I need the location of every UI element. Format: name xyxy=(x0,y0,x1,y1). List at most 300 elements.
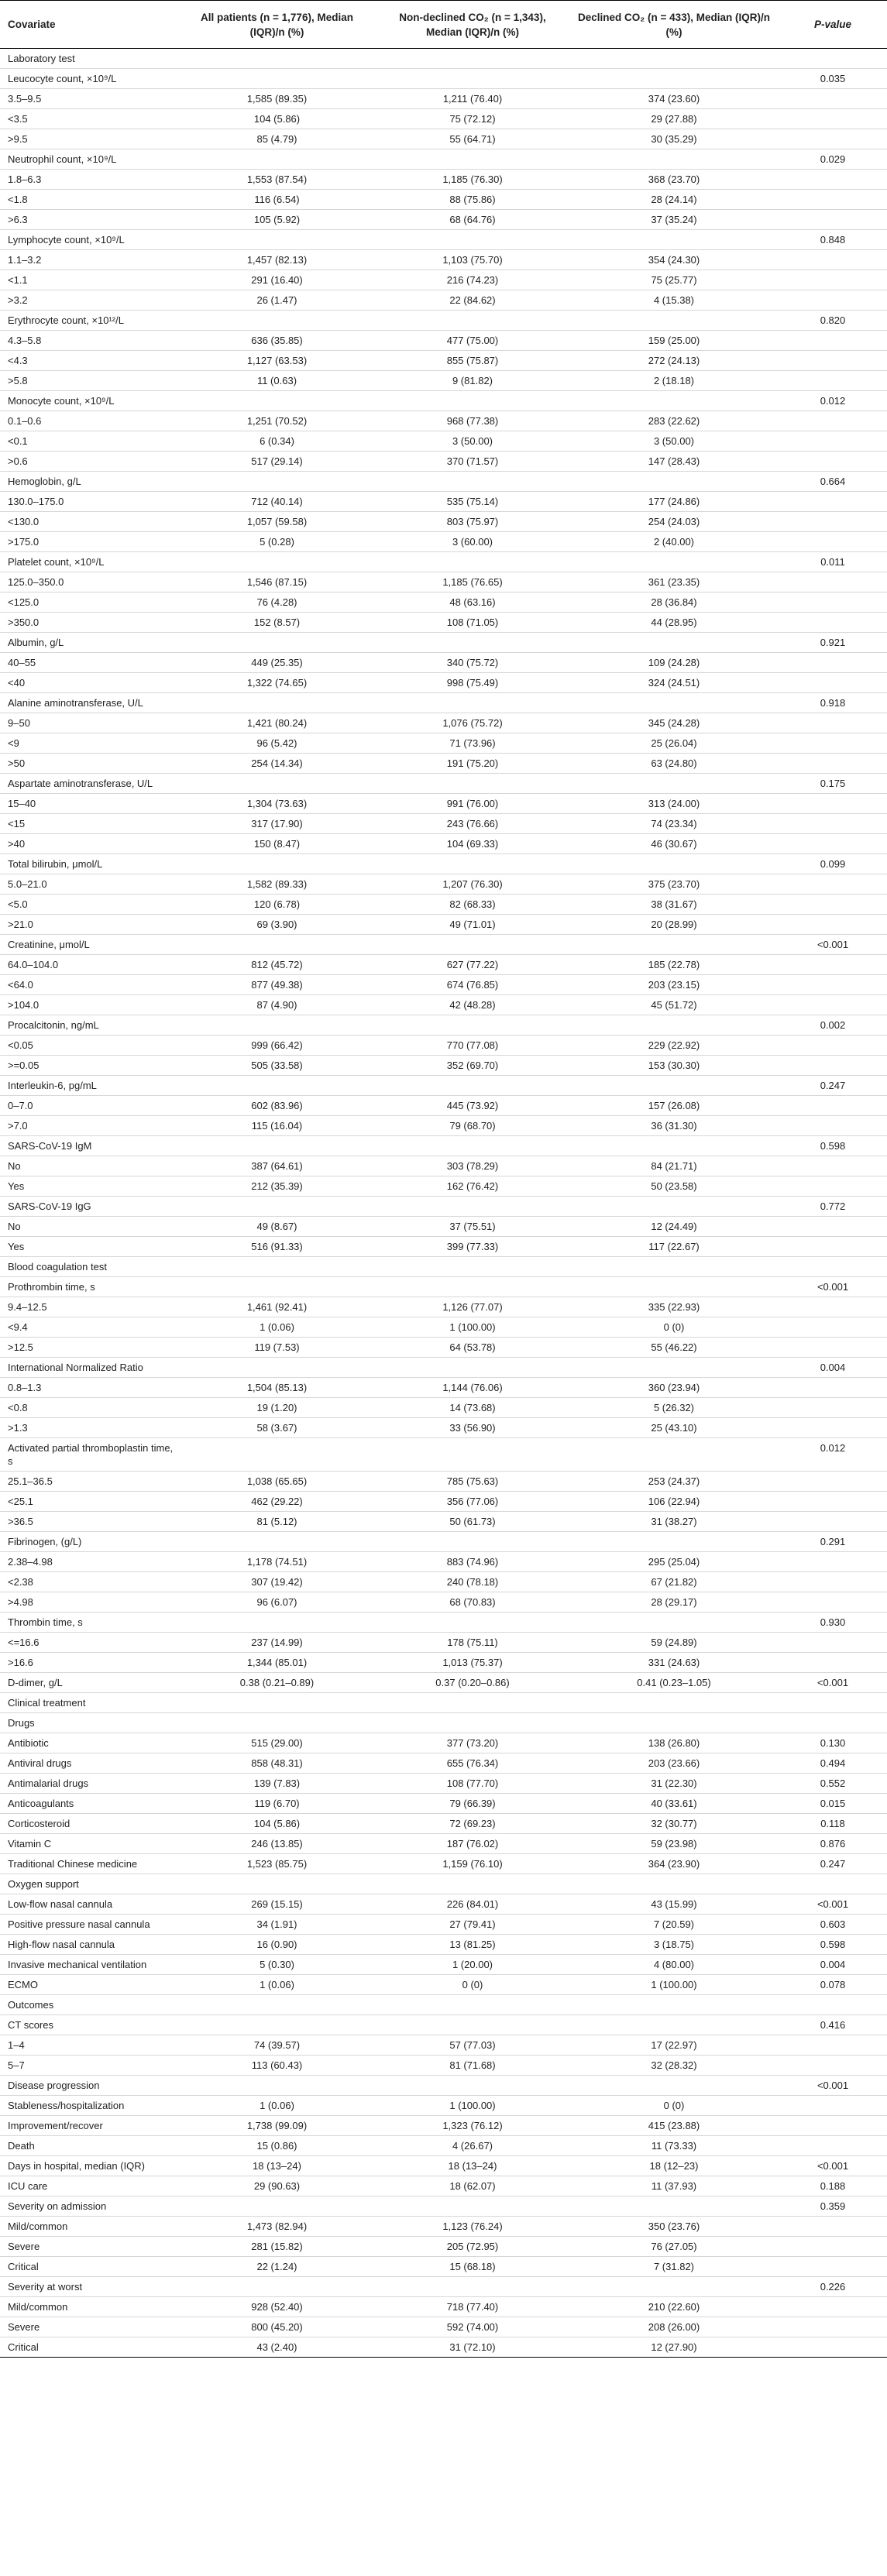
non-declined-cell: 0 (0) xyxy=(376,1975,569,1995)
p-value-cell: 0.175 xyxy=(779,774,887,794)
covariate-cell: <9.4 xyxy=(0,1317,178,1338)
all-patients-cell xyxy=(178,693,376,713)
covariate-cell: Outcomes xyxy=(0,1995,178,2015)
non-declined-cell: 3 (60.00) xyxy=(376,532,569,552)
p-value-cell xyxy=(779,1653,887,1673)
p-value-cell xyxy=(779,2096,887,2116)
covariate-cell: Clinical treatment xyxy=(0,1693,178,1713)
table-row xyxy=(0,2277,887,2297)
p-value-cell: 0.247 xyxy=(779,1076,887,1096)
non-declined-cell xyxy=(376,935,569,955)
declined-cell: 43 (15.99) xyxy=(569,1894,779,1915)
declined-cell xyxy=(569,1995,779,2015)
covariate-cell: >175.0 xyxy=(0,532,178,552)
table-row xyxy=(0,1693,887,1713)
header-covariate: Covariate xyxy=(0,1,178,49)
p-value-cell xyxy=(779,915,887,935)
non-declined-cell xyxy=(376,774,569,794)
table-row xyxy=(0,1633,887,1653)
covariate-cell: >3.2 xyxy=(0,290,178,311)
p-value-cell xyxy=(779,1492,887,1512)
declined-cell: 20 (28.99) xyxy=(569,915,779,935)
all-patients-cell: 307 (19.42) xyxy=(178,1572,376,1592)
table-row xyxy=(0,1297,887,1317)
p-value-cell xyxy=(779,1116,887,1136)
table-row xyxy=(0,1317,887,1338)
p-value-cell xyxy=(779,1995,887,2015)
non-declined-cell: 1,103 (75.70) xyxy=(376,250,569,270)
all-patients-cell: 636 (35.85) xyxy=(178,331,376,351)
non-declined-cell: 81 (71.68) xyxy=(376,2056,569,2076)
p-value-cell xyxy=(779,1512,887,1532)
all-patients-cell: 119 (6.70) xyxy=(178,1794,376,1814)
covariate-cell: 4.3–5.8 xyxy=(0,331,178,351)
table-row xyxy=(0,1156,887,1176)
all-patients-cell xyxy=(178,1613,376,1633)
declined-cell: 254 (24.03) xyxy=(569,512,779,532)
table-row xyxy=(0,1136,887,1156)
covariate-cell: 0–7.0 xyxy=(0,1096,178,1116)
covariate-cell: Neutrophil count, ×10⁹/L xyxy=(0,149,178,170)
non-declined-cell: 71 (73.96) xyxy=(376,733,569,754)
all-patients-cell: 115 (16.04) xyxy=(178,1116,376,1136)
declined-cell: 5 (26.32) xyxy=(569,1398,779,1418)
all-patients-cell xyxy=(178,49,376,69)
non-declined-cell: 1,211 (76.40) xyxy=(376,89,569,109)
declined-cell: 46 (30.67) xyxy=(569,834,779,854)
non-declined-cell: 340 (75.72) xyxy=(376,653,569,673)
declined-cell: 2 (18.18) xyxy=(569,371,779,391)
declined-cell: 153 (30.30) xyxy=(569,1056,779,1076)
p-value-cell: 0.035 xyxy=(779,69,887,89)
non-declined-cell: 655 (76.34) xyxy=(376,1753,569,1774)
declined-cell xyxy=(569,472,779,492)
table-row xyxy=(0,713,887,733)
all-patients-cell: 113 (60.43) xyxy=(178,2056,376,2076)
table-row xyxy=(0,1492,887,1512)
covariate-cell: Prothrombin time, s xyxy=(0,1277,178,1297)
table-row xyxy=(0,452,887,472)
declined-cell: 374 (23.60) xyxy=(569,89,779,109)
non-declined-cell: 477 (75.00) xyxy=(376,331,569,351)
covariate-cell: <4.3 xyxy=(0,351,178,371)
non-declined-cell xyxy=(376,1358,569,1378)
non-declined-cell xyxy=(376,69,569,89)
covariate-cell: Improvement/recover xyxy=(0,2116,178,2136)
covariate-cell: D-dimer, g/L xyxy=(0,1673,178,1693)
non-declined-cell: 37 (75.51) xyxy=(376,1217,569,1237)
all-patients-cell: 999 (66.42) xyxy=(178,1036,376,1056)
declined-cell: 354 (24.30) xyxy=(569,250,779,270)
non-declined-cell: 22 (84.62) xyxy=(376,290,569,311)
table-row xyxy=(0,2196,887,2217)
declined-cell xyxy=(569,1874,779,1894)
non-declined-cell: 1,126 (77.07) xyxy=(376,1297,569,1317)
p-value-cell xyxy=(779,170,887,190)
declined-cell: 368 (23.70) xyxy=(569,170,779,190)
table-row xyxy=(0,1995,887,2015)
table-row xyxy=(0,2297,887,2317)
covariate-cell: Vitamin C xyxy=(0,1834,178,1854)
non-declined-cell: 352 (69.70) xyxy=(376,1056,569,1076)
non-declined-cell: 48 (63.16) xyxy=(376,592,569,613)
declined-cell: 253 (24.37) xyxy=(569,1472,779,1492)
all-patients-cell: 317 (17.90) xyxy=(178,814,376,834)
declined-cell xyxy=(569,230,779,250)
table-row xyxy=(0,1176,887,1197)
non-declined-cell: 216 (74.23) xyxy=(376,270,569,290)
all-patients-cell xyxy=(178,774,376,794)
table-row xyxy=(0,250,887,270)
non-declined-cell: 535 (75.14) xyxy=(376,492,569,512)
p-value-cell: 0.247 xyxy=(779,1854,887,1874)
non-declined-cell xyxy=(376,1693,569,1713)
covariate-cell: Invasive mechanical ventilation xyxy=(0,1955,178,1975)
all-patients-cell xyxy=(178,1197,376,1217)
p-value-cell xyxy=(779,371,887,391)
non-declined-cell xyxy=(376,1874,569,1894)
table-row xyxy=(0,492,887,512)
all-patients-cell xyxy=(178,1995,376,2015)
covariate-cell: 0.8–1.3 xyxy=(0,1378,178,1398)
p-value-cell xyxy=(779,1633,887,1653)
all-patients-cell: 1 (0.06) xyxy=(178,2096,376,2116)
header-all-patients: All patients (n = 1,776), Median (IQR)/n (%) xyxy=(178,1,376,49)
p-value-cell xyxy=(779,129,887,149)
all-patients-cell xyxy=(178,2015,376,2035)
table-row xyxy=(0,1472,887,1492)
declined-cell xyxy=(569,1257,779,1277)
covariate-cell: Leucocyte count, ×10⁹/L xyxy=(0,69,178,89)
table-row xyxy=(0,733,887,754)
table-row xyxy=(0,1915,887,1935)
all-patients-cell: 26 (1.47) xyxy=(178,290,376,311)
p-value-cell xyxy=(779,331,887,351)
covariate-cell: <1.8 xyxy=(0,190,178,210)
covariate-cell: 3.5–9.5 xyxy=(0,89,178,109)
non-declined-cell: 883 (74.96) xyxy=(376,1552,569,1572)
all-patients-cell: 1,553 (87.54) xyxy=(178,170,376,190)
declined-cell: 18 (12–23) xyxy=(569,2156,779,2176)
covariate-cell: Fibrinogen, (g/L) xyxy=(0,1532,178,1552)
covariate-cell: Severity on admission xyxy=(0,2196,178,2217)
covariate-cell: Aspartate aminotransferase, U/L xyxy=(0,774,178,794)
p-value-cell xyxy=(779,754,887,774)
p-value-cell: 0.603 xyxy=(779,1915,887,1935)
all-patients-cell xyxy=(178,1015,376,1036)
covariate-cell: <130.0 xyxy=(0,512,178,532)
table-row xyxy=(0,572,887,592)
covariate-cell: Critical xyxy=(0,2337,178,2358)
all-patients-cell xyxy=(178,1076,376,1096)
p-value-cell xyxy=(779,1418,887,1438)
covariate-cell: >21.0 xyxy=(0,915,178,935)
covariate-cell: >40 xyxy=(0,834,178,854)
declined-cell: 2 (40.00) xyxy=(569,532,779,552)
all-patients-cell: 18 (13–24) xyxy=(178,2156,376,2176)
non-declined-cell: 108 (77.70) xyxy=(376,1774,569,1794)
covariate-cell: 1.1–3.2 xyxy=(0,250,178,270)
covariate-cell: 9–50 xyxy=(0,713,178,733)
covariate-cell: Death xyxy=(0,2136,178,2156)
declined-cell: 203 (23.15) xyxy=(569,975,779,995)
all-patients-cell: 87 (4.90) xyxy=(178,995,376,1015)
declined-cell: 117 (22.67) xyxy=(569,1237,779,1257)
covariate-cell: 1.8–6.3 xyxy=(0,170,178,190)
p-value-cell: 0.598 xyxy=(779,1935,887,1955)
all-patients-cell xyxy=(178,1713,376,1733)
p-value-cell: 0.552 xyxy=(779,1774,887,1794)
table-row xyxy=(0,69,887,89)
non-declined-cell: 42 (48.28) xyxy=(376,995,569,1015)
covariate-cell: <64.0 xyxy=(0,975,178,995)
p-value-cell xyxy=(779,2035,887,2056)
covariate-cell: SARS-CoV-19 IgM xyxy=(0,1136,178,1156)
declined-cell: 4 (80.00) xyxy=(569,1955,779,1975)
covariate-cell: >36.5 xyxy=(0,1512,178,1532)
non-declined-cell: 1,144 (76.06) xyxy=(376,1378,569,1398)
all-patients-cell: 712 (40.14) xyxy=(178,492,376,512)
all-patients-cell: 1,585 (89.35) xyxy=(178,89,376,109)
p-value-cell xyxy=(779,49,887,69)
covariate-cell: <2.38 xyxy=(0,1572,178,1592)
table-row xyxy=(0,2156,887,2176)
non-declined-cell xyxy=(376,1438,569,1472)
table-row xyxy=(0,1015,887,1036)
table-row xyxy=(0,1358,887,1378)
all-patients-cell: 15 (0.86) xyxy=(178,2136,376,2156)
covariate-cell: Lymphocyte count, ×10⁹/L xyxy=(0,230,178,250)
non-declined-cell xyxy=(376,311,569,331)
declined-cell: 7 (20.59) xyxy=(569,1915,779,1935)
header-p-value-label: P-value xyxy=(813,19,852,30)
p-value-cell xyxy=(779,1096,887,1116)
all-patients-cell: 602 (83.96) xyxy=(178,1096,376,1116)
covariate-cell: Positive pressure nasal cannula xyxy=(0,1915,178,1935)
covariate-cell: Alanine aminotransferase, U/L xyxy=(0,693,178,713)
non-declined-cell: 31 (72.10) xyxy=(376,2337,569,2358)
non-declined-cell: 356 (77.06) xyxy=(376,1492,569,1512)
p-value-cell xyxy=(779,673,887,693)
covariate-cell: Severity at worst xyxy=(0,2277,178,2297)
all-patients-cell: 928 (52.40) xyxy=(178,2297,376,2317)
all-patients-cell xyxy=(178,230,376,250)
all-patients-cell xyxy=(178,391,376,411)
declined-cell xyxy=(569,1358,779,1378)
declined-cell xyxy=(569,149,779,170)
all-patients-cell: 1 (0.06) xyxy=(178,1317,376,1338)
table-row xyxy=(0,1418,887,1438)
all-patients-cell xyxy=(178,472,376,492)
declined-cell: 415 (23.88) xyxy=(569,2116,779,2136)
table-row xyxy=(0,552,887,572)
all-patients-cell: 812 (45.72) xyxy=(178,955,376,975)
all-patients-cell: 877 (49.38) xyxy=(178,975,376,995)
table-row xyxy=(0,854,887,874)
covariate-cell: 15–40 xyxy=(0,794,178,814)
declined-cell: 32 (30.77) xyxy=(569,1814,779,1834)
covariate-cell: Creatinine, μmol/L xyxy=(0,935,178,955)
table-row xyxy=(0,2096,887,2116)
non-declined-cell: 1,159 (76.10) xyxy=(376,1854,569,1874)
table-body xyxy=(0,49,887,2358)
declined-cell xyxy=(569,774,779,794)
declined-cell: 1 (100.00) xyxy=(569,1975,779,1995)
all-patients-cell: 1,057 (59.58) xyxy=(178,512,376,532)
declined-cell: 147 (28.43) xyxy=(569,452,779,472)
p-value-cell xyxy=(779,592,887,613)
p-value-cell: <0.001 xyxy=(779,935,887,955)
non-declined-cell: 1,076 (75.72) xyxy=(376,713,569,733)
covariate-cell: 25.1–36.5 xyxy=(0,1472,178,1492)
p-value-cell xyxy=(779,270,887,290)
covariate-cell: >0.6 xyxy=(0,452,178,472)
all-patients-cell: 1,038 (65.65) xyxy=(178,1472,376,1492)
all-patients-cell: 516 (91.33) xyxy=(178,1237,376,1257)
declined-cell: 28 (24.14) xyxy=(569,190,779,210)
declined-cell: 12 (27.90) xyxy=(569,2337,779,2358)
table-row xyxy=(0,1834,887,1854)
declined-cell: 177 (24.86) xyxy=(569,492,779,512)
all-patients-cell xyxy=(178,1358,376,1378)
all-patients-cell: 139 (7.83) xyxy=(178,1774,376,1794)
declined-cell: 40 (33.61) xyxy=(569,1794,779,1814)
non-declined-cell: 226 (84.01) xyxy=(376,1894,569,1915)
p-value-cell xyxy=(779,1874,887,1894)
table-row xyxy=(0,331,887,351)
declined-cell: 11 (37.93) xyxy=(569,2176,779,2196)
non-declined-cell: 445 (73.92) xyxy=(376,1096,569,1116)
all-patients-cell: 800 (45.20) xyxy=(178,2317,376,2337)
p-value-cell: 0.012 xyxy=(779,1438,887,1472)
p-value-cell xyxy=(779,895,887,915)
non-declined-cell xyxy=(376,1277,569,1297)
declined-cell: 31 (38.27) xyxy=(569,1512,779,1532)
non-declined-cell: 855 (75.87) xyxy=(376,351,569,371)
table-row xyxy=(0,1056,887,1076)
p-value-cell xyxy=(779,975,887,995)
p-value-cell xyxy=(779,1713,887,1733)
declined-cell xyxy=(569,552,779,572)
non-declined-cell: 82 (68.33) xyxy=(376,895,569,915)
non-declined-cell xyxy=(376,1713,569,1733)
all-patients-cell: 237 (14.99) xyxy=(178,1633,376,1653)
declined-cell: 45 (51.72) xyxy=(569,995,779,1015)
declined-cell xyxy=(569,2076,779,2096)
all-patients-cell: 1,344 (85.01) xyxy=(178,1653,376,1673)
declined-cell: 185 (22.78) xyxy=(569,955,779,975)
p-value-cell xyxy=(779,1217,887,1237)
p-value-cell xyxy=(779,1317,887,1338)
non-declined-cell: 33 (56.90) xyxy=(376,1418,569,1438)
table-row xyxy=(0,472,887,492)
declined-cell: 25 (26.04) xyxy=(569,733,779,754)
p-value-cell xyxy=(779,613,887,633)
table-row xyxy=(0,673,887,693)
header-non-declined: Non-declined CO₂ (n = 1,343), Median (IQR)/n (%) xyxy=(376,1,569,49)
declined-cell: 360 (23.94) xyxy=(569,1378,779,1398)
all-patients-cell: 212 (35.39) xyxy=(178,1176,376,1197)
p-value-cell: <0.001 xyxy=(779,1894,887,1915)
covariate-cell: Platelet count, ×10⁹/L xyxy=(0,552,178,572)
declined-cell: 335 (22.93) xyxy=(569,1297,779,1317)
covariate-cell: High-flow nasal cannula xyxy=(0,1935,178,1955)
p-value-cell xyxy=(779,1472,887,1492)
declined-cell: 37 (35.24) xyxy=(569,210,779,230)
declined-cell xyxy=(569,935,779,955)
covariate-cell: Stableness/hospitalization xyxy=(0,2096,178,2116)
all-patients-cell: 1 (0.06) xyxy=(178,1975,376,1995)
non-declined-cell xyxy=(376,2076,569,2096)
all-patients-cell: 517 (29.14) xyxy=(178,452,376,472)
non-declined-cell: 1,013 (75.37) xyxy=(376,1653,569,1673)
non-declined-cell: 4 (26.67) xyxy=(376,2136,569,2156)
table-row xyxy=(0,1673,887,1693)
non-declined-cell: 1 (20.00) xyxy=(376,1955,569,1975)
declined-cell: 331 (24.63) xyxy=(569,1653,779,1673)
declined-cell: 50 (23.58) xyxy=(569,1176,779,1197)
covariate-cell: Interleukin-6, pg/mL xyxy=(0,1076,178,1096)
p-value-cell xyxy=(779,2337,887,2358)
all-patients-cell: 85 (4.79) xyxy=(178,129,376,149)
table-row xyxy=(0,170,887,190)
non-declined-cell xyxy=(376,1197,569,1217)
table-row xyxy=(0,1096,887,1116)
declined-cell xyxy=(569,693,779,713)
table-row xyxy=(0,2015,887,2035)
table-row xyxy=(0,2056,887,2076)
p-value-cell xyxy=(779,431,887,452)
p-value-cell xyxy=(779,653,887,673)
non-declined-cell: 13 (81.25) xyxy=(376,1935,569,1955)
all-patients-cell xyxy=(178,1136,376,1156)
all-patients-cell: 1,582 (89.33) xyxy=(178,874,376,895)
all-patients-cell: 96 (5.42) xyxy=(178,733,376,754)
covariate-cell: 9.4–12.5 xyxy=(0,1297,178,1317)
declined-cell xyxy=(569,1532,779,1552)
p-value-cell xyxy=(779,1572,887,1592)
non-declined-cell: 377 (73.20) xyxy=(376,1733,569,1753)
table-row xyxy=(0,1076,887,1096)
covariate-cell: Total bilirubin, μmol/L xyxy=(0,854,178,874)
covariate-cell: Anticoagulants xyxy=(0,1794,178,1814)
all-patients-cell: 1,738 (99.09) xyxy=(178,2116,376,2136)
non-declined-cell xyxy=(376,1613,569,1633)
declined-cell: 59 (23.98) xyxy=(569,1834,779,1854)
all-patients-cell: 49 (8.67) xyxy=(178,1217,376,1237)
declined-cell: 324 (24.51) xyxy=(569,673,779,693)
table-row xyxy=(0,1955,887,1975)
table-row xyxy=(0,1237,887,1257)
table-row xyxy=(0,1814,887,1834)
all-patients-cell: 29 (90.63) xyxy=(178,2176,376,2196)
covariate-cell: <=16.6 xyxy=(0,1633,178,1653)
table-row xyxy=(0,49,887,69)
p-value-cell: 0.015 xyxy=(779,1794,887,1814)
non-declined-cell: 1 (100.00) xyxy=(376,2096,569,2116)
all-patients-cell: 11 (0.63) xyxy=(178,371,376,391)
non-declined-cell xyxy=(376,49,569,69)
non-declined-cell: 1 (100.00) xyxy=(376,1317,569,1338)
table-row xyxy=(0,1438,887,1472)
p-value-cell xyxy=(779,1693,887,1713)
covariate-cell: Yes xyxy=(0,1176,178,1197)
table-row xyxy=(0,270,887,290)
p-value-cell: <0.001 xyxy=(779,1673,887,1693)
p-value-cell: 0.118 xyxy=(779,1814,887,1834)
table-row xyxy=(0,210,887,230)
declined-cell: 74 (23.34) xyxy=(569,814,779,834)
